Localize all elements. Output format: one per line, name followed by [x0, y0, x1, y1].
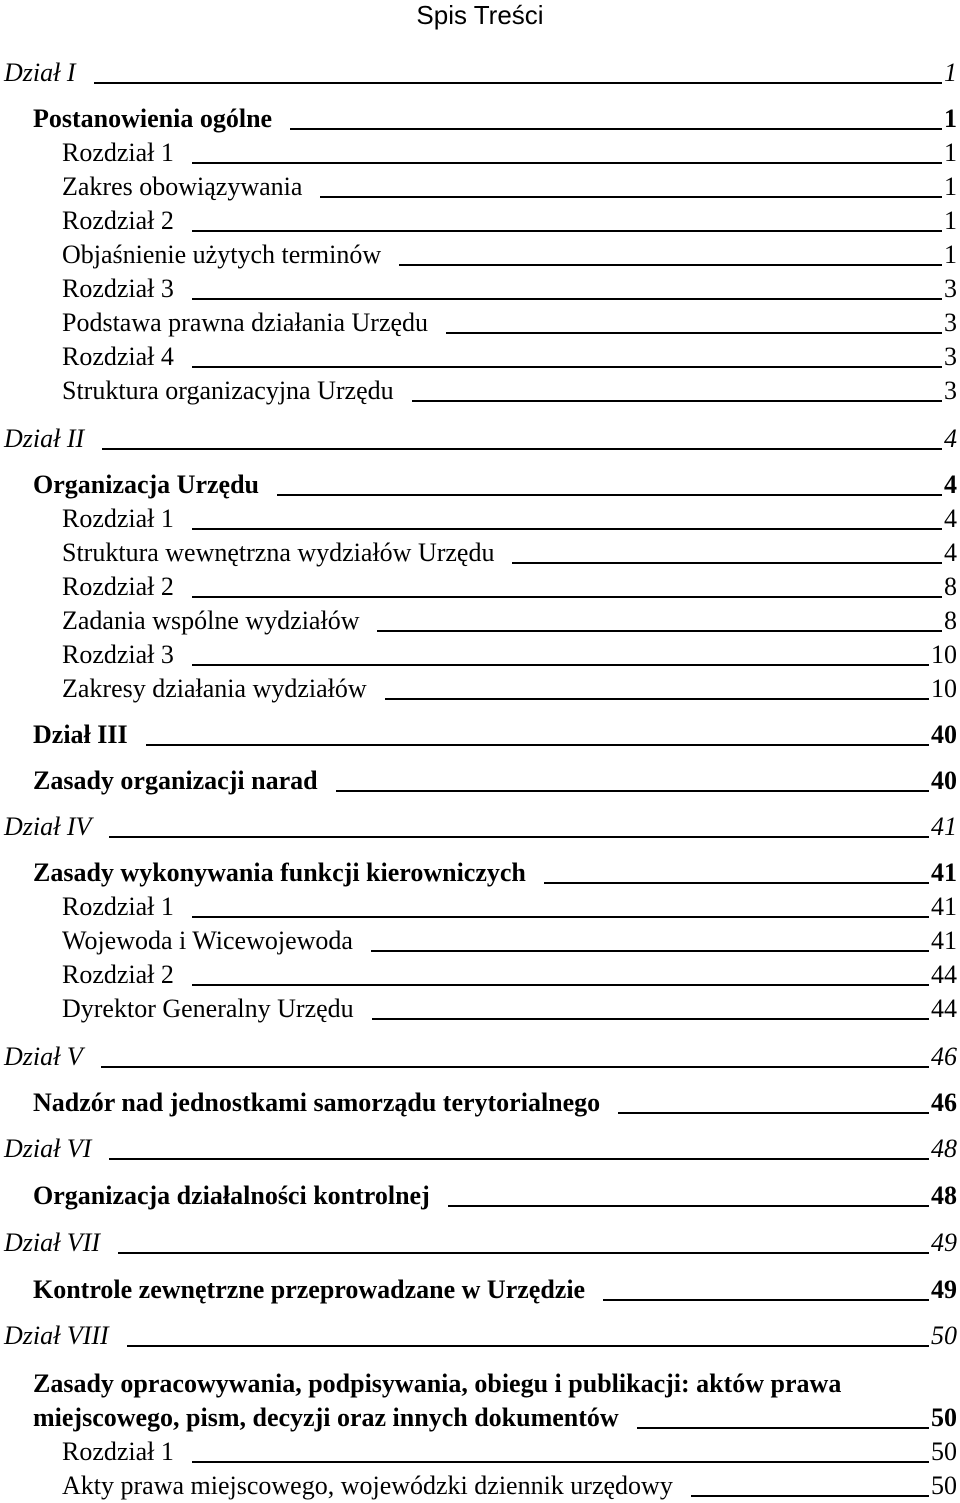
entry-page: 49	[931, 1275, 957, 1304]
dot-leader	[109, 836, 929, 838]
dot-leader	[146, 744, 929, 746]
entry-page: 41	[931, 926, 957, 955]
entry-label: Dyrektor Generalny Urzędu	[62, 994, 354, 1023]
entry-label: Podstawa prawna działania Urzędu	[62, 308, 429, 337]
entry-label: Rozdział 4	[62, 342, 174, 371]
entry-page: 1	[944, 206, 957, 235]
toc-entry-chapter[interactable]	[0, 640, 957, 670]
entry-label: Akty prawa miejscowego, wojewódzki dziennik urzędowy	[62, 1471, 673, 1500]
entry-page: 10	[931, 674, 957, 703]
entry-label: Organizacja działalności kontrolnej	[33, 1181, 430, 1210]
entry-label: Dział I	[4, 58, 76, 87]
dot-leader	[377, 630, 942, 632]
entry-page: 40	[931, 766, 957, 795]
dot-leader	[385, 698, 929, 700]
dot-leader	[691, 1495, 929, 1497]
entry-label: Rozdział 1	[62, 138, 174, 167]
toc-entry-section[interactable]	[0, 674, 957, 704]
entry-page: 48	[931, 1134, 957, 1163]
entry-page: 4	[944, 424, 957, 453]
dot-leader	[192, 298, 942, 300]
toc-entry-chapter[interactable]	[0, 572, 957, 602]
entry-page: 40	[931, 720, 957, 749]
entry-page: 3	[944, 342, 957, 371]
toc-entry-section[interactable]	[0, 926, 957, 956]
entry-page: 1	[944, 172, 957, 201]
toc-entry-section[interactable]	[0, 376, 957, 406]
toc-entry-chapter[interactable]	[0, 1437, 957, 1467]
entry-label: Wojewoda i Wicewojewoda	[62, 926, 353, 955]
entry-label: Objaśnienie użytych terminów	[62, 240, 382, 269]
dot-leader	[544, 882, 929, 884]
toc-entry-chapter[interactable]	[0, 274, 957, 304]
entry-page: 3	[944, 376, 957, 405]
entry-label: Postanowienia ogólne	[33, 104, 273, 133]
entry-label: Zakresy działania wydziałów	[62, 674, 367, 703]
dot-leader	[446, 332, 942, 334]
entry-page: 1	[944, 138, 957, 167]
toc-entry-chapter[interactable]	[0, 342, 957, 372]
entry-label: Zasady organizacji narad	[33, 766, 318, 795]
entry-page: 8	[944, 606, 957, 635]
entry-label: Zadania wspólne wydziałów	[62, 606, 360, 635]
dot-leader	[118, 1252, 929, 1254]
entry-label: Zasady wykonywania funkcji kierowniczych	[33, 858, 526, 887]
entry-page: 4	[944, 470, 957, 499]
entry-label: Dział IV	[4, 812, 92, 841]
dot-leader	[109, 1158, 929, 1160]
entry-label: Rozdział 2	[62, 960, 174, 989]
entry-page: 50	[931, 1437, 957, 1466]
entry-label: Rozdział 3	[62, 274, 174, 303]
toc-entry-section[interactable]	[0, 1471, 957, 1501]
dot-leader	[277, 494, 942, 496]
entry-page: 1	[944, 240, 957, 269]
dot-leader	[102, 448, 942, 450]
toc-entry-chapter[interactable]	[0, 206, 957, 236]
dot-leader	[372, 1018, 929, 1020]
toc-entry-heading[interactable]	[0, 766, 957, 796]
entry-page: 3	[944, 274, 957, 303]
dot-leader	[192, 162, 942, 164]
dot-leader	[192, 916, 929, 918]
toc-entry-heading[interactable]	[0, 104, 957, 134]
entry-label: Nadzór nad jednostkami samorządu terytorialnego	[33, 1088, 601, 1117]
entry-label: Rozdział 1	[62, 892, 174, 921]
entry-label: Rozdział 1	[62, 1437, 174, 1466]
toc-entry-section[interactable]	[0, 538, 957, 568]
toc-entry-chapter[interactable]	[0, 960, 957, 990]
entry-label: Kontrole zewnętrzne przeprowadzane w Urzędzie	[33, 1275, 586, 1304]
dot-leader	[94, 82, 943, 84]
entry-label: Zakres obowiązywania	[62, 172, 303, 201]
entry-label: Rozdział 2	[62, 206, 174, 235]
entry-label: Struktura organizacyjna Urzędu	[62, 376, 394, 405]
entry-page: 41	[931, 812, 957, 841]
entry-label: Organizacja Urzędu	[33, 470, 260, 499]
entry-page: 44	[931, 960, 957, 989]
toc-entry-dzial-vii[interactable]	[0, 1228, 957, 1258]
entry-label: Dział III	[33, 720, 128, 749]
toc-entry-dzial-vi[interactable]	[0, 1134, 957, 1164]
dot-leader	[448, 1205, 929, 1207]
entry-label: Dział V	[4, 1042, 83, 1071]
dot-leader	[192, 366, 942, 368]
entry-page: 44	[931, 994, 957, 1023]
dot-leader	[192, 528, 942, 530]
entry-page: 48	[931, 1181, 957, 1210]
toc-entry-heading[interactable]	[0, 470, 957, 500]
entry-page: 1	[944, 104, 957, 133]
entry-page: 46	[931, 1042, 957, 1071]
toc-entry-chapter[interactable]	[0, 892, 957, 922]
page-title: Spis Treści	[416, 0, 544, 30]
entry-page: 1	[944, 58, 957, 87]
entry-label: Rozdział 1	[62, 504, 174, 533]
entry-page: 46	[931, 1088, 957, 1117]
toc-entry-heading[interactable]	[0, 1088, 957, 1118]
entry-label: Struktura wewnętrzna wydziałów Urzędu	[62, 538, 495, 567]
entry-page: 50	[931, 1403, 957, 1432]
toc-entry-dzial-iv[interactable]	[0, 812, 957, 842]
entry-page: 8	[944, 572, 957, 601]
entry-page: 41	[931, 858, 957, 887]
dot-leader	[192, 1461, 929, 1463]
entry-page: 49	[931, 1228, 957, 1257]
toc-entry-dzial-viii[interactable]	[0, 1321, 957, 1351]
entry-label: Rozdział 2	[62, 572, 174, 601]
dot-leader	[290, 128, 942, 130]
dot-leader	[192, 596, 942, 598]
toc-entry-dzial-i[interactable]	[0, 58, 957, 88]
entry-label: Rozdział 3	[62, 640, 174, 669]
dot-leader	[603, 1299, 929, 1301]
entry-page: 4	[944, 538, 957, 567]
dot-leader	[101, 1066, 929, 1068]
toc-entry-heading[interactable]	[0, 1275, 957, 1305]
dot-leader	[412, 400, 942, 402]
toc-entry-dzial-iii[interactable]	[0, 720, 957, 750]
dot-leader	[320, 196, 942, 198]
toc-entry-heading-line1[interactable]: Zasady opracowywania, podpisywania, obiegu i publikacji: aktów prawa	[33, 1369, 842, 1398]
entry-label: Dział VII	[4, 1228, 101, 1257]
toc-entry-heading[interactable]	[0, 858, 957, 888]
entry-label: Dział VI	[4, 1134, 92, 1163]
entry-label: Dział II	[4, 424, 85, 453]
toc-entry-section[interactable]	[0, 308, 957, 338]
toc-entry-heading[interactable]	[0, 1403, 957, 1433]
dot-leader	[336, 790, 929, 792]
dot-leader	[192, 230, 942, 232]
dot-leader	[192, 664, 929, 666]
entry-label: Dział VIII	[4, 1321, 109, 1350]
entry-page: 50	[931, 1471, 957, 1500]
entry-page: 10	[931, 640, 957, 669]
toc-entry-section[interactable]	[0, 240, 957, 270]
entry-label: miejscowego, pism, decyzji oraz innych dokumentów	[33, 1403, 619, 1432]
toc-entry-chapter[interactable]	[0, 504, 957, 534]
dot-leader	[192, 984, 929, 986]
entry-page: 4	[944, 504, 957, 533]
dot-leader	[618, 1112, 929, 1114]
dot-leader	[399, 264, 942, 266]
dot-leader	[637, 1427, 929, 1429]
toc-entry-heading[interactable]	[0, 1181, 957, 1211]
dot-leader	[512, 562, 942, 564]
dot-leader	[371, 950, 929, 952]
entry-page: 50	[931, 1321, 957, 1350]
toc-entry-chapter[interactable]	[0, 138, 957, 168]
toc-entry-dzial-ii[interactable]	[0, 424, 957, 454]
toc-entry-section[interactable]	[0, 606, 957, 636]
entry-page: 41	[931, 892, 957, 921]
dot-leader	[127, 1345, 929, 1347]
toc-entry-dzial-v[interactable]	[0, 1042, 957, 1072]
entry-page: 3	[944, 308, 957, 337]
toc-entry-section[interactable]	[0, 994, 957, 1024]
toc-entry-section[interactable]	[0, 172, 957, 202]
